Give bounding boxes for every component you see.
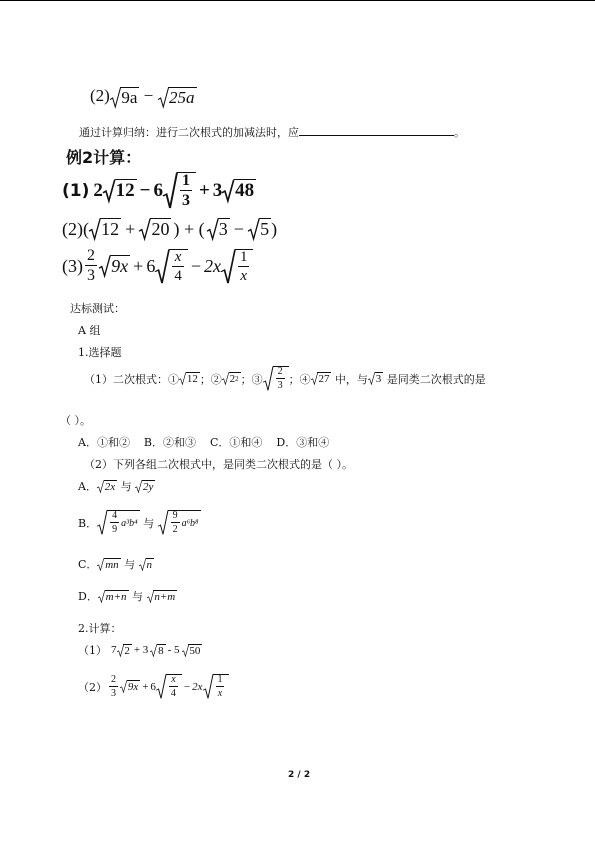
radical: $\frac{1}{x}$ <box>203 674 229 699</box>
answer-blank[interactable] <box>299 126 454 136</box>
radical: 48 <box>222 179 256 202</box>
radical: $\frac{9}{2}$ a⁶b⁸ <box>158 510 201 535</box>
radical: 3 <box>207 218 230 240</box>
radical: 50 <box>182 644 203 657</box>
example-problem-2: (2) ( 12 + 20 ) + ( 3 − 5 ) <box>62 218 278 239</box>
group-label: A 组 <box>78 324 101 337</box>
example-problem-3: (3) $\frac{2}{3}$ 9x + 6 $\frac{x}{4}$ − 2x $\frac{1}{x}$ <box>62 248 253 284</box>
radical: 5 <box>248 218 271 240</box>
calc-2: （2） $\frac{2}{3}$ 9x + 6 $\frac{x}{4}$ − 2x $\frac{1}{x}$ <box>78 674 229 699</box>
calc-1: （1） 7 2 + 3 8 - 5 50 <box>78 644 201 657</box>
top-rule <box>0 0 595 1</box>
radical: 3 <box>368 372 383 385</box>
radical: 12 <box>103 179 137 202</box>
radical: 12 <box>89 218 121 240</box>
summary-line: 通过计算归纳：进行二次根式的加减法时，应 。 <box>79 126 465 139</box>
radical: mn <box>97 558 120 571</box>
section-1-heading: 1.选择题 <box>78 346 122 359</box>
test-heading: 达标测试： <box>70 302 125 315</box>
question-1-paren: （ ）。 <box>60 414 91 427</box>
radical: 2 <box>117 644 132 657</box>
radical: $\frac{1}{3}$ <box>163 172 196 209</box>
radical: m+n <box>98 590 129 603</box>
radical: n <box>139 558 154 571</box>
radical: 27 <box>311 372 332 385</box>
page-number: 2 / 2 <box>288 770 311 780</box>
section-2-heading: 2.计算： <box>78 622 122 635</box>
radical: $\frac{1}{x}$ <box>221 249 254 284</box>
radical: 9a <box>110 87 140 108</box>
radical: 2x <box>97 480 117 493</box>
radical: 12 <box>179 372 200 385</box>
radical: 9x <box>120 680 140 693</box>
radical: n+m <box>147 590 178 603</box>
radical: $\frac{x}{4}$ <box>156 674 182 699</box>
option-c: C． mn 与 n <box>78 558 152 571</box>
radical: 2y <box>135 480 155 493</box>
radical: 8 <box>150 644 165 657</box>
radical: $\frac{4}{9}$ a³b⁴ <box>97 510 139 535</box>
example-problem-1: (1) 2 12 − 6 $\frac{1}{3}$ + 3 48 <box>62 172 255 209</box>
radical: $\frac{x}{4}$ <box>155 249 188 284</box>
radical: 25a <box>158 87 197 108</box>
radical: 20 <box>139 218 171 240</box>
example-heading: 例2计算： <box>66 148 142 167</box>
option-a: A． 2x 与 2y <box>78 480 154 493</box>
radical: 2 2 <box>222 372 241 385</box>
question-1: （1）二次根式：① 12 ；② 2 2 ；③ $\frac{2}{3}$ ；④ 27 中，与 3 是同类二次根式的是 <box>84 366 486 391</box>
question-2: （2）下列各组二次根式中，是同类二次根式的是（ ）。 <box>84 458 353 471</box>
option-d: D． m+n 与 n+m <box>78 590 176 603</box>
radical: $\frac{2}{3}$ <box>263 366 289 391</box>
option-b: B． $\frac{4}{9}$ a³b⁴ 与 $\frac{9}{2}$ a⁶b⁸ <box>78 510 199 535</box>
exercise-2-expression: (2) 9a − 25a <box>90 86 195 107</box>
radical: 9x <box>99 255 130 277</box>
exercise-label: (2) <box>90 86 110 105</box>
question-1-options: A．①和② B．②和③ C．①和④ D．③和④ <box>78 436 330 449</box>
